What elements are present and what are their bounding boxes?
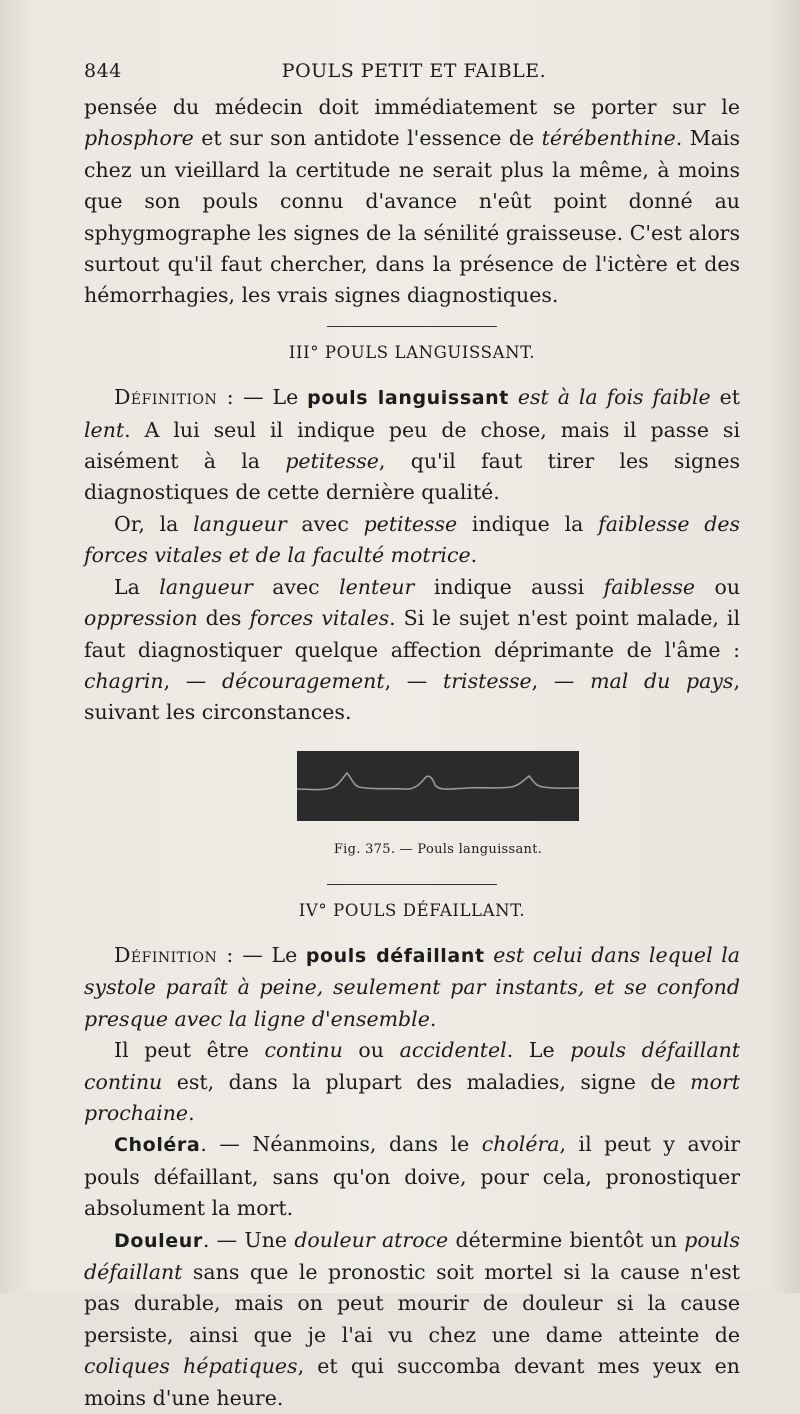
running-title: POULS PETIT ET FAIBLE. xyxy=(281,60,547,82)
section-title-languissant: III° POULS LANGUISSANT. xyxy=(288,342,536,362)
figure-caption: Fig. 375. — Pouls languissant. xyxy=(333,842,543,858)
section-divider xyxy=(327,326,497,327)
paragraph-cholera: Choléra. — Néanmoins, dans le choléra, il peut y avoir pouls défaillant, sans qu'on doive, pour cela, pronostiquer absolument la mort. xyxy=(84,1132,740,1221)
section-divider xyxy=(327,884,497,885)
section-title-defaillant: IV° POULS DÉFAILLANT. xyxy=(298,900,526,920)
page-number: 844 xyxy=(84,60,122,82)
sphygmogram-plate xyxy=(297,751,579,821)
page-body xyxy=(84,92,740,1414)
paragraph-intro: pensée du médecin doit immédiatement se porter sur le phosphore et sur son antidote l'essence de térébenthine. Mais chez un vieillard la certitude ne serait plus la même, à moins que son pouls connu d'avance n'eût point donné au sphygmographe les signes de la sénilité graisseuse. C'est alors surtout qu'il faut chercher, dans la présence de l'ictère et des hémorrhagies, les vrais signes diagnostiques. xyxy=(84,95,740,308)
paragraph-continu: Il peut être continu ou accidentel. Le pouls défaillant continu est, dans la plupart des maladies, signe de mort prochaine. xyxy=(84,1038,741,1125)
pulse-tracing xyxy=(297,751,579,821)
figure-375 xyxy=(84,751,740,866)
paragraph-douleur: Douleur. — Une douleur atroce détermine bientôt un pouls défaillant sans que le pronostic soit mortel si la cause n'est pas durable, mais on peut mourir de douleur si la cause persiste, ainsi que je l'ai vu chez une dame atteinte de coliques hépatiques, et qui succomba devant mes yeux en moins d'une heure. xyxy=(84,1227,741,1410)
paragraph-or: Or, la langueur avec petitesse indique la faiblesse des forces vitales et de la faculté motrice. xyxy=(84,511,740,568)
paragraph-langueur: La langueur avec lenteur indique aussi faiblesse ou oppression des forces vitales. Si le sujet n'est point malade, il faut diagnostiquer quelque affection déprimante de l'âme : chagrin, — découragement, — tristesse, — mal du pays, suivant les circonstances. xyxy=(84,574,741,725)
definition-defaillant: Définition : — Le pouls défaillant est celui dans lequel la systole paraît à peine, seulement par instants, et se confond presque avec la ligne d'ensemble. xyxy=(84,942,740,1031)
definition-languissant: Définition : — Le pouls languissant est à la fois faible et lent. A lui seul il indique peu de chose, mais il passe si aisément à la petitesse, qu'il faut tirer les signes diagnostiques de cette dernière qualité. xyxy=(84,385,741,505)
